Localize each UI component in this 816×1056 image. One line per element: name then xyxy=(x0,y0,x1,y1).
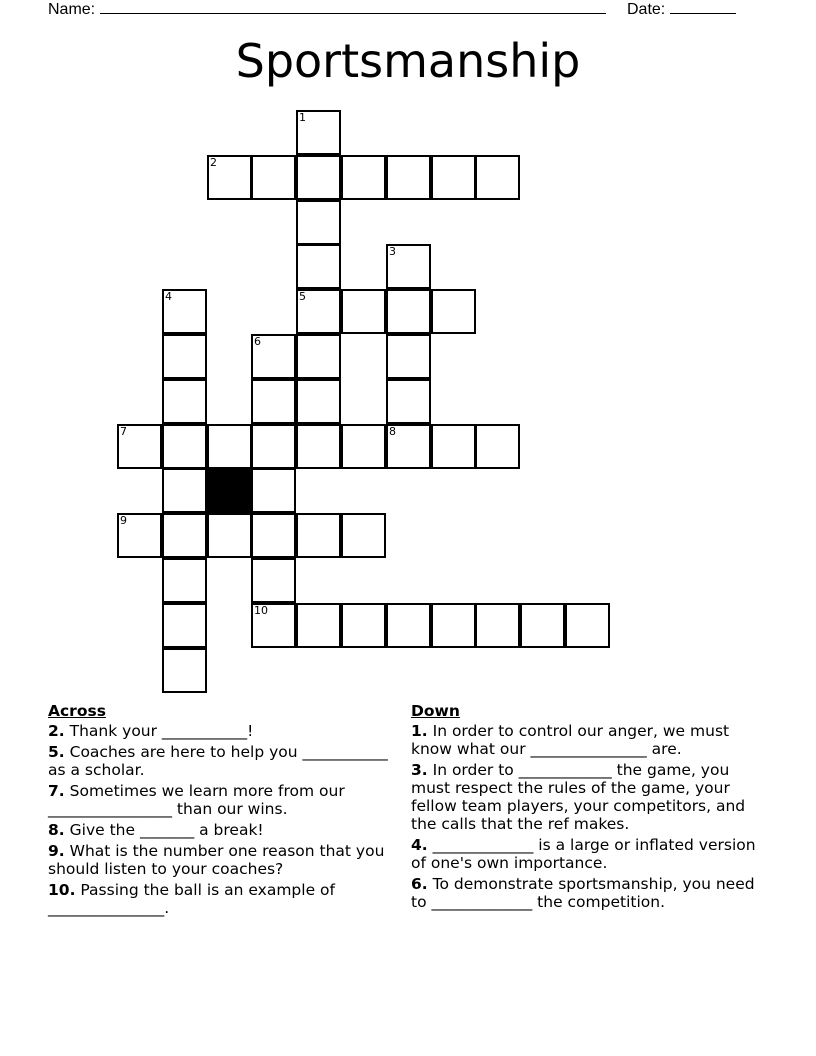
crossword-cell[interactable] xyxy=(565,603,610,648)
crossword-cell[interactable] xyxy=(475,603,520,648)
crossword-cell[interactable] xyxy=(386,244,431,289)
crossword-cell[interactable] xyxy=(386,603,431,648)
cell-number: 2 xyxy=(210,156,217,169)
crossword-cell[interactable] xyxy=(251,513,296,558)
cell-number: 1 xyxy=(299,111,306,124)
crossword-cell[interactable] xyxy=(341,513,386,558)
cell-number: 7 xyxy=(120,425,127,438)
crossword-cell[interactable] xyxy=(251,334,296,379)
crossword-cell[interactable] xyxy=(475,155,520,200)
crossword-cell[interactable] xyxy=(251,379,296,424)
crossword-cell[interactable] xyxy=(341,289,386,334)
clue-number: 2. xyxy=(48,722,65,740)
crossword-cell[interactable] xyxy=(162,334,207,379)
crossword-cell[interactable] xyxy=(341,424,386,469)
clue-number: 7. xyxy=(48,782,65,800)
clue-item xyxy=(48,842,393,878)
crossword-cell[interactable] xyxy=(296,379,341,424)
black-cell xyxy=(207,468,252,513)
date-label: Date: xyxy=(627,1,666,18)
crossword-cell[interactable] xyxy=(162,379,207,424)
crossword-cell[interactable] xyxy=(251,424,296,469)
crossword-cell[interactable] xyxy=(296,155,341,200)
clue-text: Thank your ___________! xyxy=(69,722,254,740)
clue-text: Give the _______ a break! xyxy=(69,821,264,839)
crossword-cell[interactable] xyxy=(251,603,296,648)
crossword-cell[interactable] xyxy=(162,603,207,648)
clue-item xyxy=(411,722,756,758)
clue-number: 3. xyxy=(411,761,428,779)
crossword-cell[interactable] xyxy=(431,289,476,334)
clue-text: Passing the ball is an example of _______________. xyxy=(48,881,335,917)
clue-item xyxy=(48,743,393,779)
down-heading: Down xyxy=(411,702,460,720)
crossword-cell[interactable] xyxy=(162,289,207,334)
down-clues xyxy=(411,702,756,914)
clue-number: 9. xyxy=(48,842,65,860)
cell-number: 3 xyxy=(389,245,396,258)
cell-number: 9 xyxy=(120,514,127,527)
clue-item xyxy=(411,761,756,833)
crossword-cell[interactable] xyxy=(162,648,207,693)
crossword-cell[interactable] xyxy=(296,513,341,558)
clue-item xyxy=(411,875,756,911)
clue-text: _____________ is a large or inflated version of one's own importance. xyxy=(411,836,756,872)
crossword-cell[interactable] xyxy=(162,424,207,469)
crossword-cell[interactable] xyxy=(431,603,476,648)
crossword-cell[interactable] xyxy=(207,424,252,469)
clue-item xyxy=(48,821,393,839)
crossword-cell[interactable] xyxy=(341,603,386,648)
crossword-cell[interactable] xyxy=(296,334,341,379)
crossword-cell[interactable] xyxy=(207,513,252,558)
clue-number: 4. xyxy=(411,836,428,854)
crossword-cell[interactable] xyxy=(341,155,386,200)
crossword-cell[interactable] xyxy=(117,513,162,558)
clue-number: 6. xyxy=(411,875,428,893)
name-label: Name: xyxy=(48,1,96,18)
cell-number: 4 xyxy=(165,290,172,303)
crossword-cell[interactable] xyxy=(431,424,476,469)
clue-number: 5. xyxy=(48,743,65,761)
page-title: Sportsmanship xyxy=(235,34,581,88)
clue-number: 8. xyxy=(48,821,65,839)
crossword-cell[interactable] xyxy=(162,513,207,558)
crossword-cell[interactable] xyxy=(386,289,431,334)
crossword-cell[interactable] xyxy=(296,110,341,155)
crossword-cell[interactable] xyxy=(386,334,431,379)
crossword-cell[interactable] xyxy=(251,558,296,603)
crossword-cell[interactable] xyxy=(296,244,341,289)
clue-text: Coaches are here to help you ___________ as a scholar. xyxy=(48,743,388,779)
clue-item xyxy=(411,836,756,872)
crossword-cell[interactable] xyxy=(386,424,431,469)
crossword-cell[interactable] xyxy=(296,200,341,245)
clue-item xyxy=(48,722,393,740)
across-clues xyxy=(48,702,393,920)
cell-number: 8 xyxy=(389,425,396,438)
clue-text: To demonstrate sportsmanship, you need to _____________ the competition. xyxy=(411,875,755,911)
clue-item xyxy=(48,881,393,917)
crossword-cell[interactable] xyxy=(117,424,162,469)
crossword-cell[interactable] xyxy=(162,468,207,513)
crossword-cell[interactable] xyxy=(207,155,252,200)
clue-text: Sometimes we learn more from our ________________ than our wins. xyxy=(48,782,345,818)
cell-number: 10 xyxy=(254,604,268,617)
crossword-cell[interactable] xyxy=(431,155,476,200)
clue-number: 10. xyxy=(48,881,76,899)
clue-text: What is the number one reason that you should listen to your coaches? xyxy=(48,842,385,878)
crossword-cell[interactable] xyxy=(162,558,207,603)
clue-item xyxy=(48,782,393,818)
across-heading: Across xyxy=(48,702,106,720)
clue-text: In order to ____________ the game, you must respect the rules of the game, your fellow team players, your competitors, and the calls that the ref makes. xyxy=(411,761,746,833)
crossword-cell[interactable] xyxy=(251,468,296,513)
crossword-cell[interactable] xyxy=(386,379,431,424)
crossword-cell[interactable] xyxy=(475,424,520,469)
down-clue-list xyxy=(411,722,756,911)
crossword-cell[interactable] xyxy=(296,424,341,469)
cell-number: 6 xyxy=(254,335,261,348)
crossword-cell[interactable] xyxy=(520,603,565,648)
across-clue-list xyxy=(48,722,393,917)
cell-number: 5 xyxy=(299,290,306,303)
crossword-cell[interactable] xyxy=(386,155,431,200)
crossword-cell[interactable] xyxy=(296,289,341,334)
clue-text: In order to control our anger, we must know what our _______________ are. xyxy=(411,722,730,758)
crossword-cell[interactable] xyxy=(296,603,341,648)
crossword-cell[interactable] xyxy=(251,155,296,200)
clue-number: 1. xyxy=(411,722,428,740)
